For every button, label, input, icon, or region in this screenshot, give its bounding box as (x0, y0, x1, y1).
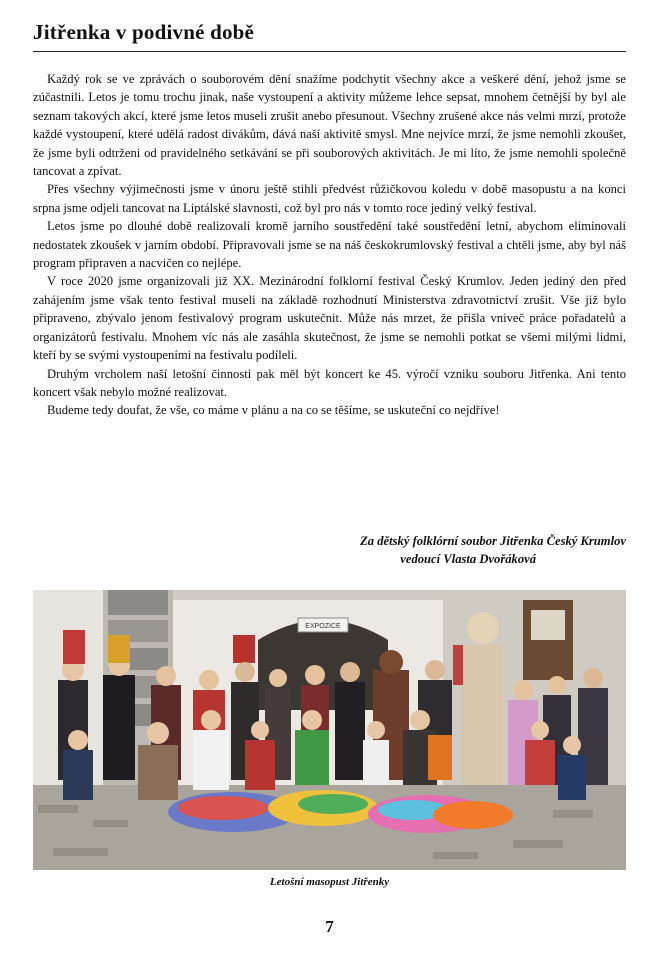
page-number: 7 (325, 917, 334, 936)
paragraph: Budeme tedy doufat, že vše, co máme v plánu a na co se těšíme, se uskuteční co nejdříve! (47, 403, 500, 418)
group-photo (33, 590, 626, 870)
expozice-sign: EXPOZICE (305, 623, 341, 630)
paragraph: V roce 2020 jsme organizovali již XX. Mezinárodní folklorní festival Český Krumlov. Jeden jediný den před zahájením jsme však tento festival museli na základě rozhodnutí Ministerstva zdravotnictví zrušit. Vše již bylo připraveno, zbývalo jenom festivalový program uskutečnit. Může nás mrzet, že přišla vniveč práce pořadatelů a organizátorů festivalu. Mnohem víc nás ale zasáhla skutečnost, že jsme se nemohli potkat se všemi milými lidmi, kteří by se svými vystoupeními na festivalu podíleli. (33, 274, 626, 363)
photo-caption: Letošní masopust Jitřenky (269, 876, 390, 888)
paragraph: Letos jsme po dlouhé době realizovali kromě jarního soustředění také soustředění letní, abychom eliminovali nedostatek zkoušek v jarním období. Připravovali jsme se na náš českokrumlovský festival a chtěli jsme, aby byl náš program připraven a nacvičen co nejlépe. (33, 219, 626, 271)
signature-organization: Za dětský folklórní soubor Jitřenka Český Krumlov (360, 534, 626, 548)
article-title: Jitřenka v podivné době (33, 20, 626, 52)
paragraph: Přes všechny výjimečnosti jsme v únoru ještě stihli předvést růžičkovou koledu v době masopustu a na konci srpna jsme odjeli tancovat na Liptálské slavnosti, což byl pro nás v tomto roce jediný velký festival. (33, 182, 626, 215)
signature-leader: vedoucí Vlasta Dvořáková (400, 552, 536, 567)
paragraph: Každý rok se ve zprávách o souborovém dění snažíme podchytit všechny akce a veškeré dění, jehož jsme se zúčastnili. Letos je tomu trochu jinak, naše vystoupení a aktivity můžeme lehce sepsat, mnohem četnější by byl ale seznam takových akcí, které jsme letos museli zrušit anebo přesunout. Všechny zrušené akce nás velmi mrzí, protože každé vystoupení, které udělá radost divákům, dává naší aktivitě smysl. Mne nejvíce mrzí, že jsme nemohli zkoušet, že jsme byli odtrženi od pravidelného setkávání se při souborových aktivitách. Je mi líto, že jsme nemohli společně tancovat a zpívat. (33, 72, 626, 179)
paragraph: Druhým vrcholem naší letošní činnosti pak měl být koncert ke 45. výročí vzniku souboru Jitřenka. Ani tento koncert však nebylo možné realizovat. (33, 366, 626, 399)
article-body (33, 70, 626, 420)
signature (33, 532, 626, 569)
